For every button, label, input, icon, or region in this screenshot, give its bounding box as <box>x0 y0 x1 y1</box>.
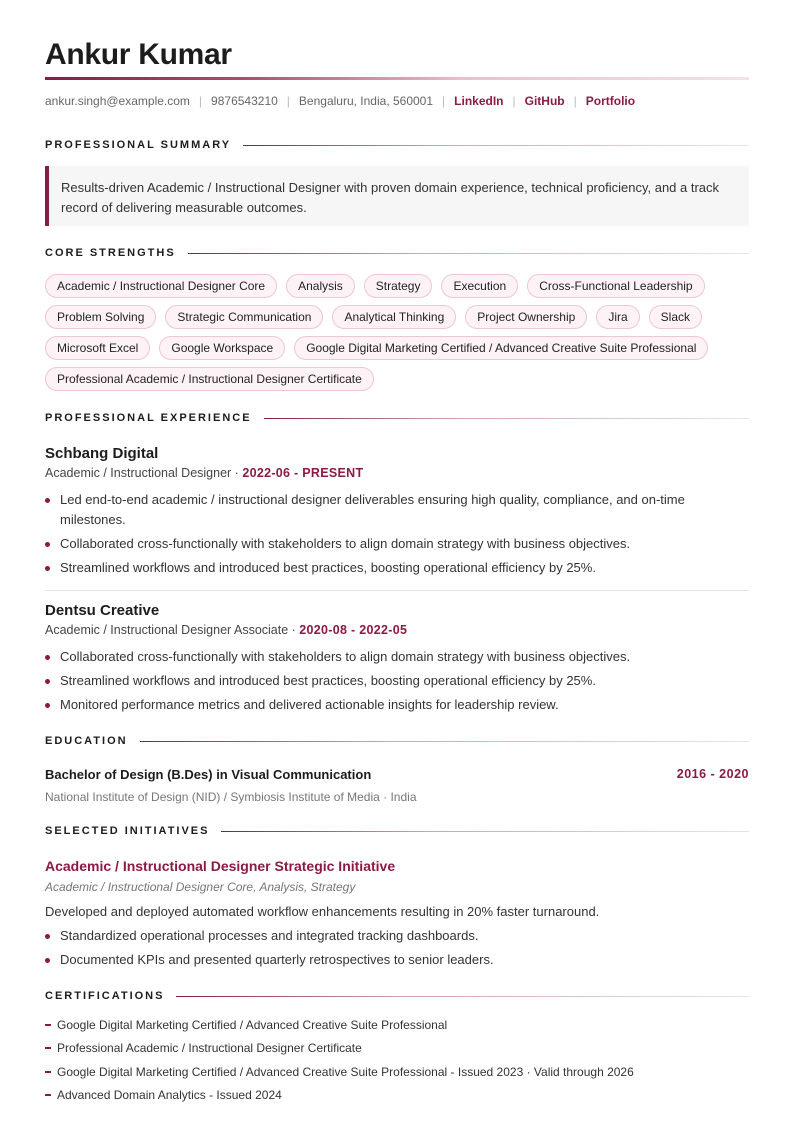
job-role: Academic / Instructional Designer Associate <box>45 623 289 637</box>
initiative-tags: Academic / Instructional Designer Core, Analysis, Strategy <box>45 880 356 894</box>
section-rule <box>221 831 749 832</box>
linkedin-link[interactable]: LinkedIn <box>454 94 504 108</box>
strength-chip: Problem Solving <box>45 305 156 329</box>
contact-separator: | <box>286 94 290 108</box>
strength-chip: Analysis <box>286 274 355 298</box>
section-rule <box>188 253 749 254</box>
section-header-experience <box>45 412 749 424</box>
section-title: CERTIFICATIONS <box>45 990 165 1002</box>
portfolio-link[interactable]: Portfolio <box>585 94 636 108</box>
github-link[interactable]: GitHub <box>524 94 565 108</box>
initiative-bullet: Standardized operational processes and integrated tracking dashboards. <box>45 926 749 946</box>
section-rule <box>264 418 749 419</box>
job-bullet: Streamlined workflows and introduced best practices, boosting operational efficiency by 25%. <box>45 671 749 691</box>
section-rule <box>243 145 749 146</box>
strength-chip: Analytical Thinking <box>332 305 456 329</box>
name-underline <box>45 77 749 80</box>
section-title: CORE STRENGTHS <box>45 247 176 259</box>
contact-separator: | <box>198 94 203 108</box>
strength-chip: Google Digital Marketing Certified / Advanced Creative Suite Professional <box>294 336 708 360</box>
job-dates: 2020-08 - 2022-05 <box>299 623 408 637</box>
job-bullet: Led end-to-end academic / instructional designer deliverables ensuring high quality, compliance, and on-time milestones. <box>45 490 749 530</box>
job-bullet: Collaborated cross-functionally with stakeholders to align domain strategy with business objectives. <box>45 647 749 667</box>
strength-chip: Slack <box>649 305 702 329</box>
certification-item: Professional Academic / Instructional Designer Certificate <box>45 1040 749 1056</box>
strength-chip: Cross-Functional Leadership <box>527 274 704 298</box>
job-role: Academic / Instructional Designer <box>45 466 232 480</box>
job-dates: 2022-06 - PRESENT <box>242 466 364 480</box>
section-rule <box>140 741 749 742</box>
job-role-line: Academic / Instructional Designer · 2022-06 - PRESENT <box>45 466 364 480</box>
contact-phone[interactable]: 9876543210 <box>211 94 278 108</box>
certification-list <box>45 1017 749 1110</box>
contact-separator: | <box>512 94 516 108</box>
contact-separator: | <box>442 94 446 108</box>
certification-item: Google Digital Marketing Certified / Advanced Creative Suite Professional - Issued 2023 · Valid through 2026 <box>45 1064 749 1080</box>
summary-text: Results-driven Academic / Instructional Designer with proven domain experience, technical proficiency, and a track record of delivering measurable outcomes. <box>61 180 720 215</box>
job-role-line: Academic / Instructional Designer Associate · 2020-08 - 2022-05 <box>45 623 408 637</box>
section-title: SELECTED INITIATIVES <box>45 825 210 837</box>
job-bullet: Monitored performance metrics and delivered actionable insights for leadership review. <box>45 695 749 715</box>
certification-item: Advanced Domain Analytics - Issued 2024 <box>45 1087 749 1103</box>
candidate-name: Ankur Kumar <box>45 38 232 71</box>
strength-chip: Academic / Instructional Designer Core <box>45 274 277 298</box>
strengths-chip-list <box>45 274 749 391</box>
strength-chip: Strategy <box>364 274 433 298</box>
job-company: Dentsu Creative <box>45 602 160 619</box>
strength-chip: Google Workspace <box>159 336 285 360</box>
strength-chip: Execution <box>441 274 518 298</box>
job-bullet-list <box>45 490 749 582</box>
section-header-certifications <box>45 990 749 1002</box>
job-divider <box>45 590 749 591</box>
initiative-title: Academic / Instructional Designer Strategic Initiative <box>45 858 396 874</box>
contact-separator: | <box>573 94 577 108</box>
initiative-bullet-list <box>45 926 749 974</box>
certification-item: Google Digital Marketing Certified / Advanced Creative Suite Professional <box>45 1017 749 1033</box>
strength-chip: Professional Academic / Instructional Designer Certificate <box>45 367 374 391</box>
job-bullet: Collaborated cross-functionally with stakeholders to align domain strategy with business objectives. <box>45 534 749 554</box>
strength-chip: Strategic Communication <box>165 305 323 329</box>
education-degree: Bachelor of Design (B.Des) in Visual Communication <box>45 767 372 782</box>
education-school: National Institute of Design (NID) / Symbiosis Institute of Media · India <box>45 790 417 804</box>
contact-location: Bengaluru, India, 560001 <box>298 94 434 108</box>
job-company: Schbang Digital <box>45 445 159 462</box>
section-header-strengths <box>45 247 749 259</box>
initiative-bullet: Documented KPIs and presented quarterly retrospectives to senior leaders. <box>45 950 749 970</box>
initiative-description: Developed and deployed automated workflow enhancements resulting in 20% faster turnaround. <box>45 904 600 919</box>
contact-line <box>45 94 635 108</box>
strength-chip: Jira <box>596 305 639 329</box>
section-title: EDUCATION <box>45 735 128 747</box>
section-title: PROFESSIONAL SUMMARY <box>45 139 232 151</box>
strength-chip: Project Ownership <box>465 305 587 329</box>
strength-chip: Microsoft Excel <box>45 336 150 360</box>
section-rule <box>176 996 749 997</box>
section-header-education <box>45 735 749 747</box>
section-header-initiatives <box>45 825 749 837</box>
education-years: 2016 - 2020 <box>676 767 749 781</box>
summary-box <box>45 166 749 226</box>
section-title: PROFESSIONAL EXPERIENCE <box>45 412 252 424</box>
job-bullet-list <box>45 647 749 719</box>
section-header-summary <box>45 139 749 151</box>
contact-email[interactable]: ankur.singh@example.com <box>45 94 190 108</box>
job-bullet: Streamlined workflows and introduced best practices, boosting operational efficiency by 25%. <box>45 558 749 578</box>
